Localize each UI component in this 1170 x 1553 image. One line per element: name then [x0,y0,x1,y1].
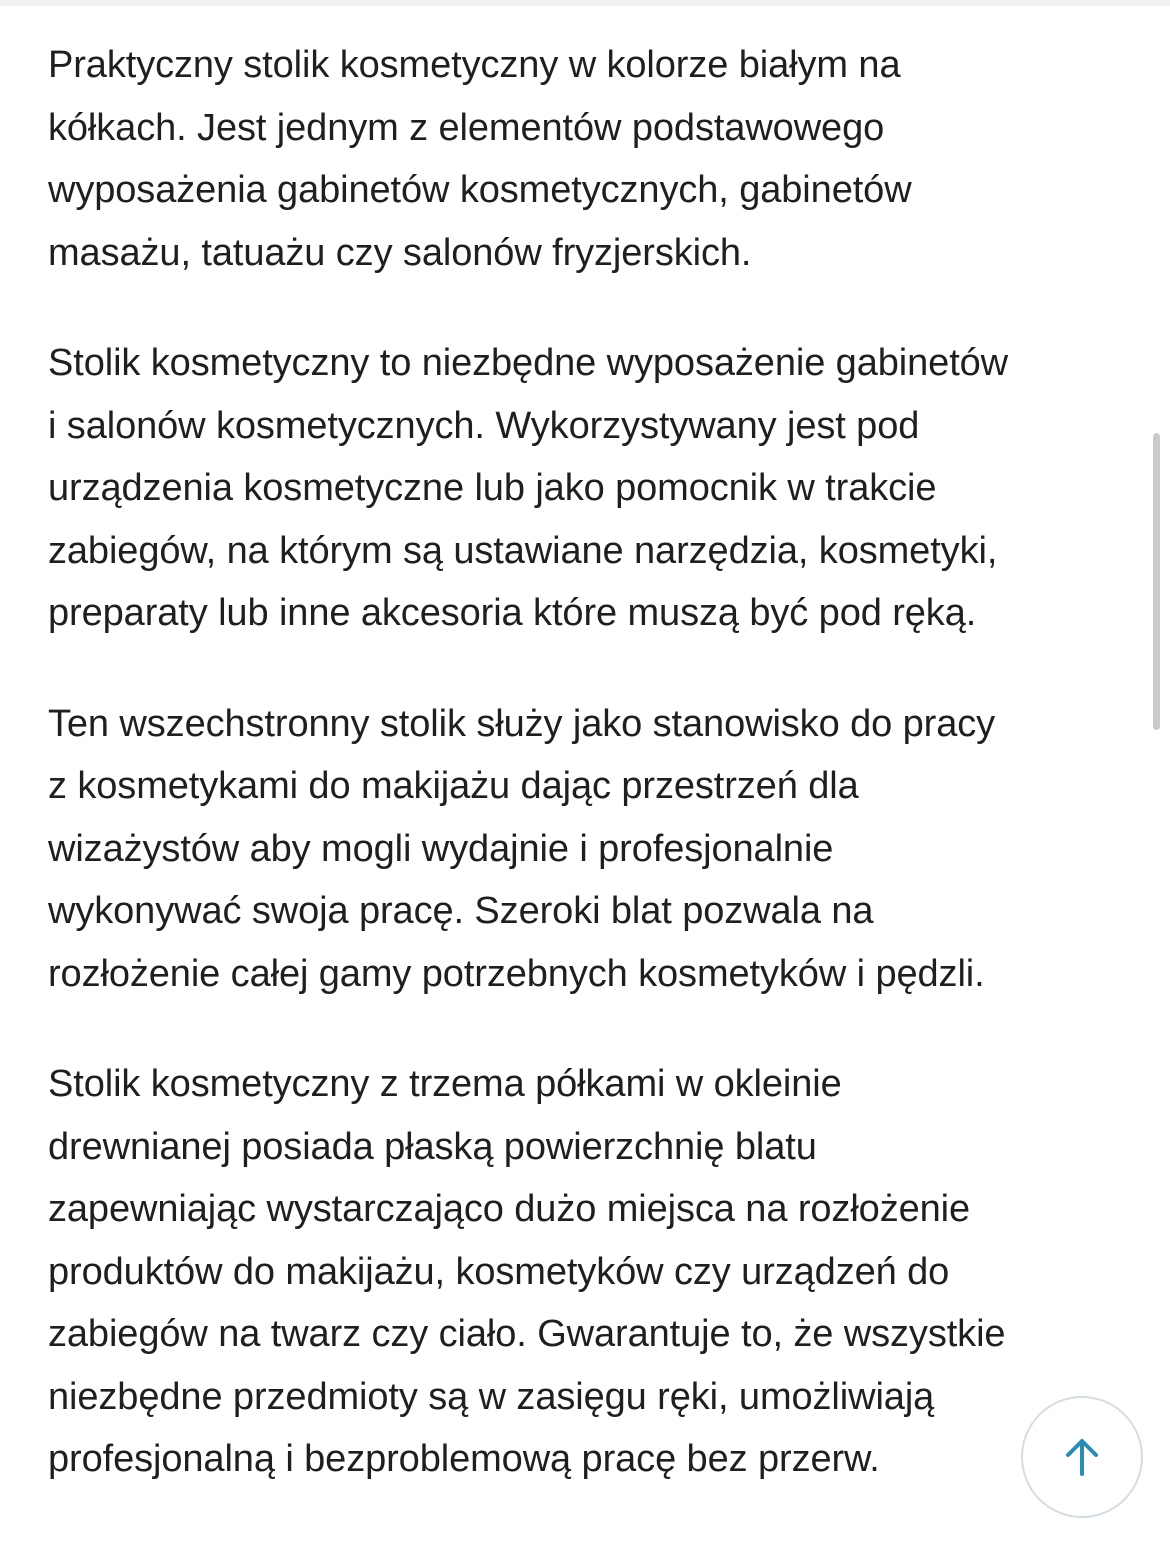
text-line: i salonów kosmetycznych. Wykorzystywany jest pod [48,404,920,447]
top-edge [0,0,1170,6]
text-line: niezbędne przedmioty są w zasięgu ręki, umożliwiają [48,1375,935,1418]
text-line: preparaty lub inne akcesoria które muszą być pod ręką. [48,592,977,634]
text-line: Ten wszechstronny stolik służy jako stanowisko do pracy [48,702,996,745]
scroll-to-top-button[interactable] [1021,1396,1143,1518]
text-line: produktów do makijażu, kosmetyków czy urządzeń do [48,1250,950,1293]
text-line: Stolik kosmetyczny to niezbędne wyposażenie gabinetów [48,342,1009,384]
arrow-up-icon [1059,1434,1105,1480]
text-line: masażu, tatuażu czy salonów fryzjerskich. [48,231,752,274]
text-line: profesjonalną i bezproblemową pracę bez przerw. [48,1438,880,1480]
text-line: z kosmetykami do makijażu dając przestrzeń dla [48,765,859,807]
text-line: Praktyczny stolik kosmetyczny w kolorze białym na [48,44,901,86]
scrollbar-thumb[interactable] [1153,433,1160,730]
text-line: zabiegów na twarz czy ciało. Gwarantuje to, że wszystkie [48,1313,1006,1355]
text-line: wizażystów aby mogli wydajnie i profesjonalnie [48,827,834,870]
text-line: drewnianej posiada płaską powierzchnię blatu [48,1125,817,1168]
text-line: wyposażenia gabinetów kosmetycznych, gabinetów [48,169,912,211]
text-line: rozłożenie całej gamy potrzebnych kosmetyków i pędzli. [48,952,985,995]
description-paragraph-2 [48,332,1128,645]
description-paragraph-4 [48,1053,1128,1491]
description-paragraph-3 [48,693,1128,1006]
text-line: zapewniając wystarczająco dużo miejsca na rozłożenie [48,1188,971,1230]
description-paragraph-1 [48,34,1128,284]
text-line: zabiegów, na którym są ustawiane narzędzia, kosmetyki, [48,529,998,572]
text-line: wykonywać swoja pracę. Szeroki blat pozwala na [48,890,874,932]
text-line: kółkach. Jest jednym z elementów podstawowego [48,106,885,149]
text-line: urządzenia kosmetyczne lub jako pomocnik w trakcie [48,467,937,509]
text-line: Stolik kosmetyczny z trzema półkami w okleinie [48,1063,842,1105]
product-description [48,34,1128,1539]
